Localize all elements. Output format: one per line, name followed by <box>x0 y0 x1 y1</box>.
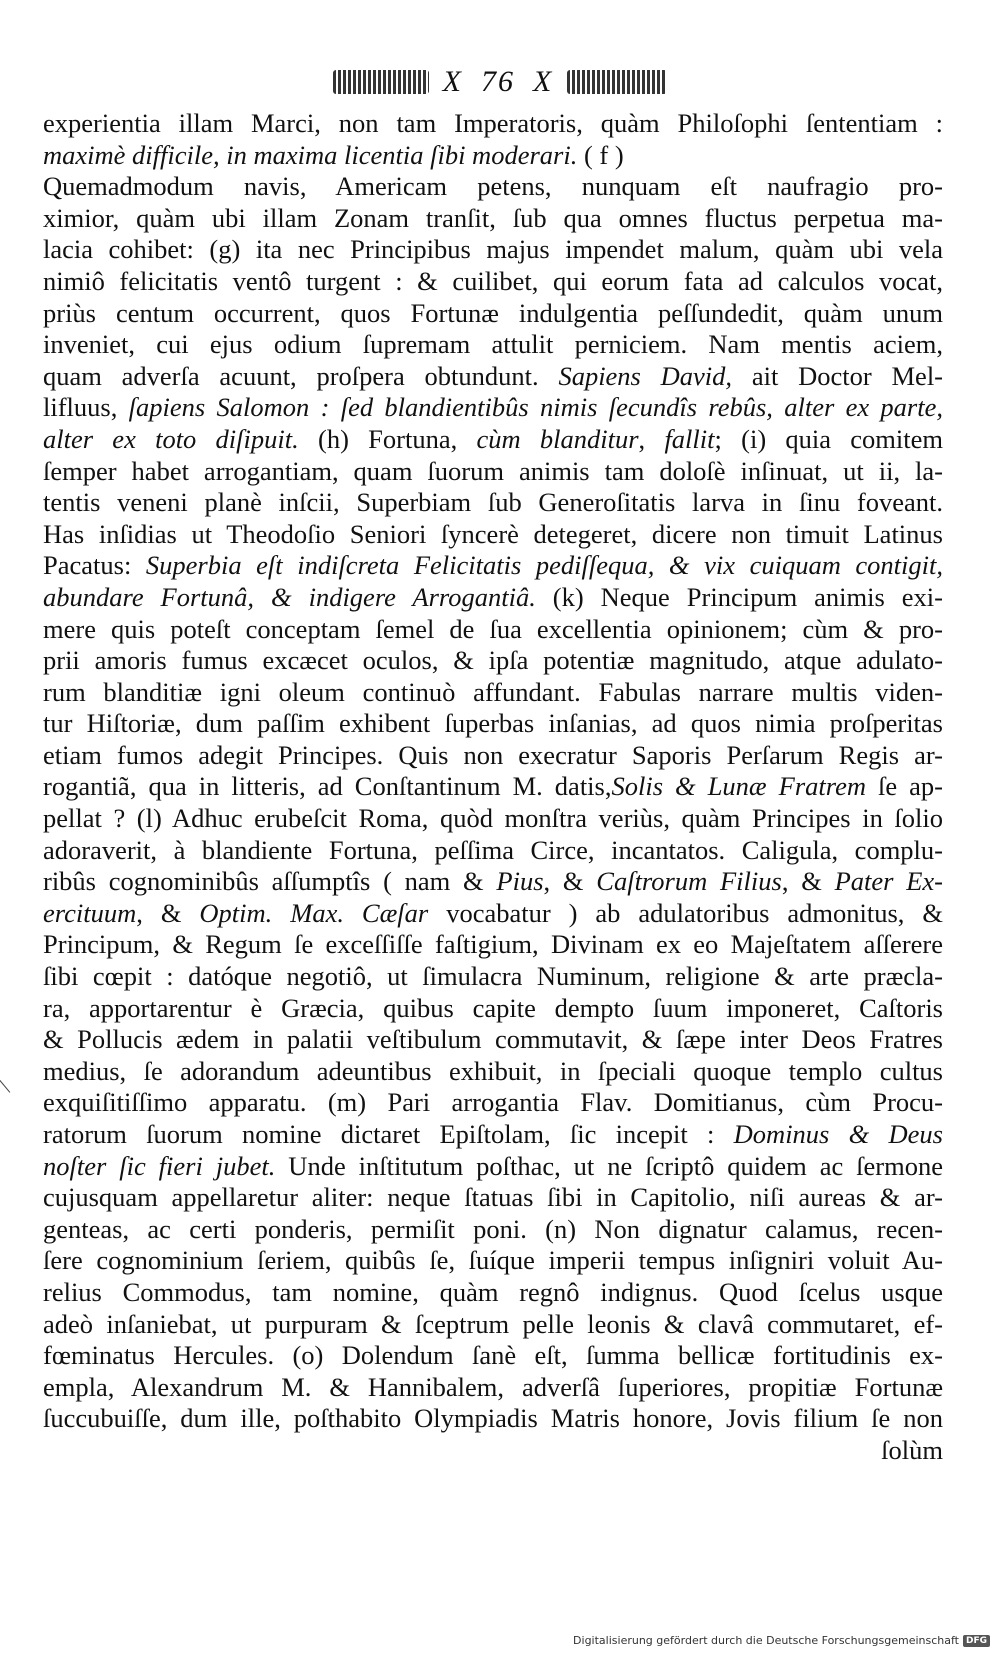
text-segment: ximior, quàm ubi illam Zonam tranſit, ſub qua omnes fluctus perpetua ma- <box>43 202 943 233</box>
text-segment: ; (i) quia comitem <box>714 423 943 454</box>
text-segment: , & <box>781 866 835 897</box>
text-line <box>43 1245 943 1277</box>
text-segment: etiam fumos adegit Principes. Quis non execratur Saporis Perſarum Regis ar- <box>43 739 943 770</box>
text-line <box>43 1024 943 1056</box>
text-line <box>43 1372 943 1404</box>
text-segment: ribûs cognominibûs aſſumptîs ( nam & <box>43 866 497 897</box>
text-segment: pellat ? (l) Adhuc erubeſcit Roma, quòd monſtra veriùs, quàm Principes in ſolio <box>43 803 943 834</box>
text-line <box>43 487 943 519</box>
italic-text-segment: ſapiens Salomon : ſed blandientibûs nimis ſecundîs rebûs, alter ex parte, <box>128 392 943 423</box>
text-segment: ſemper habet arrogantiam, quam ſuorum animis tam doloſè inſinuat, ut ii, la- <box>43 455 943 486</box>
text-line <box>43 203 943 235</box>
text-line <box>43 1435 943 1467</box>
header-ornament-right <box>567 70 667 94</box>
text-segment: ait Doctor Mel- <box>732 360 944 391</box>
text-segment: genteas, ac certi ponderis, permiſit poni. (n) Non dignatur calamus, recen- <box>43 1213 943 1244</box>
text-segment: , & <box>136 897 200 928</box>
text-line <box>43 1340 943 1372</box>
text-segment: fœminatus Hercules. (o) Dolendum ſanè eſt, ſumma bellicæ fortitudinis ex- <box>43 1340 943 1371</box>
text-line <box>43 582 943 614</box>
text-line <box>43 835 943 867</box>
text-line <box>43 1056 943 1088</box>
text-segment: adeò inſaniebat, ut purpuram & ſceptrum pelle leonis & clavâ commutaret, ef- <box>43 1308 943 1339</box>
italic-text-segment: abundare Fortunâ, & indigere Arrogantiâ. <box>43 581 536 612</box>
text-line <box>43 140 943 172</box>
text-segment: ratorum ſuorum nomine dictaret Epiſtolam, ſic incepit : <box>43 1119 734 1149</box>
text-segment: relius Commodus, tam nomine, quàm regnô indignus. Quod ſcelus usque <box>43 1276 943 1307</box>
text-line <box>43 771 943 803</box>
text-line <box>43 929 943 961</box>
text-segment: Principum, & Regum ſe exceſſiſſe faſtigium, Divinam ex eo Majeſtatem aſſerere <box>43 929 943 960</box>
text-line <box>43 329 943 361</box>
text-segment: ſere cognominium ſeriem, quibûs ſe, ſuíque imperii tempus inſigniri voluit Au- <box>43 1245 943 1276</box>
text-segment: rogantiã, qua in litteris, ad Conſtantinum M. datis, <box>43 771 612 802</box>
text-segment: (k) Neque Principum animis exi- <box>535 581 943 612</box>
text-segment: Has inſidias ut Theodoſio Seniori ſyncerè detegeret, dicere non timuit Latinus <box>43 518 943 549</box>
page-header <box>0 62 1000 102</box>
text-line <box>43 392 943 424</box>
text-segment: tentis veneni planè inſcii, Superbiam ſub Generoſitatis larva in ſinu foveant. <box>43 487 943 518</box>
text-segment: ra, apportarentur è Græcia, quibus capite dempto ſuum imponeret, Caſtoris <box>43 992 943 1023</box>
text-segment: priùs centum occurrent, quos Fortunæ indulgentia peſſundedit, quàm unum <box>43 297 943 328</box>
text-segment: ( f ) <box>577 139 624 170</box>
italic-text-segment: Sapiens David, <box>558 360 733 391</box>
italic-text-segment: Pater Ex- <box>834 866 943 897</box>
text-segment: , & <box>543 866 597 897</box>
text-segment: rum blanditiæ igni oleum continuò affundant. Fabulas narrare multis viden- <box>43 676 943 707</box>
text-segment: vocabatur ) ab adulatoribus admonitus, & <box>428 897 943 928</box>
text-line <box>43 866 943 898</box>
text-line <box>43 993 943 1025</box>
text-line <box>43 740 943 772</box>
text-segment: experientia illam Marci, non tam Imperatoris, quàm Philoſophi ſententiam : <box>43 108 943 138</box>
header-bracket-left: X <box>442 65 463 98</box>
text-line <box>43 361 943 393</box>
text-segment: exquiſitiſſimo apparatu. (m) Pari arrogantia Flav. Domitianus, cùm Procu- <box>43 1087 943 1118</box>
text-segment: ſibi cœpit : datóque negotiô, ut ſimulacra Numinum, religione & arte præcla- <box>43 961 943 992</box>
text-segment: prii amoris fumus excæcet oculos, & ipſa potentiæ magnitudo, atque adulato- <box>43 645 943 676</box>
body-text <box>43 108 943 1467</box>
text-segment: (h) Fortuna, <box>298 423 477 454</box>
text-segment: Pacatus: <box>43 550 146 581</box>
dfg-logo: DFG <box>963 1635 990 1647</box>
italic-text-segment: ercituum <box>43 897 137 928</box>
footer-credit: Digitalisierung gefördert durch die Deutsche Forschungsgemeinschaft <box>573 1634 959 1647</box>
page-number: 76 <box>481 65 515 98</box>
italic-text-segment: alter ex toto diſipuit. <box>43 423 299 454</box>
text-line <box>43 171 943 203</box>
text-segment: tur Hiſtoriæ, dum paſſim exhibent ſuperbas inſanias, ad quos nimia proſperitas <box>43 708 943 739</box>
text-segment: Unde inſtitutum poſthac, ut ne ſcriptô quidem ac ſermone <box>275 1150 943 1181</box>
text-segment: , <box>638 423 665 454</box>
italic-text-segment: Dominus & Deus <box>733 1119 943 1149</box>
text-line <box>43 298 943 330</box>
header-ornament-left <box>333 70 429 94</box>
italic-text-segment: noſter ſic fieri jubet. <box>43 1150 276 1181</box>
text-segment: empla, Alexandrum M. & Hannibalem, adverſâ ſuperiores, propitiæ Fortunæ <box>43 1371 943 1402</box>
text-line <box>43 1214 943 1246</box>
text-line <box>43 645 943 677</box>
text-line <box>43 1087 943 1119</box>
text-line <box>43 550 943 582</box>
italic-text-segment: fallit <box>664 423 715 454</box>
text-line <box>43 234 943 266</box>
text-line <box>43 1119 943 1151</box>
text-segment: ſe ap- <box>865 771 944 802</box>
text-segment: inveniet, cui ejus odium ſupremam attulit perniciem. Nam mentis aciem, <box>43 329 943 360</box>
text-segment: quam adverſa acuunt, proſpera obtundunt. <box>43 360 559 391</box>
text-line <box>43 708 943 740</box>
page-footer <box>573 1634 990 1647</box>
text-segment: lacia cohibet: (g) ita nec Principibus majus impendet malum, quàm ubi vela <box>43 234 943 265</box>
text-segment: mere quis poteſt conceptam ſemel de ſua excellentia opinionem; cùm & pro- <box>43 613 943 644</box>
text-segment: cujusquam appellaretur aliter: neque ſtatuas ſibi in Capitolio, niſi aureas & ar- <box>43 1182 943 1213</box>
text-segment: lifluus, <box>43 392 129 423</box>
italic-text-segment: Pius <box>496 866 544 897</box>
italic-text-segment: Optim. Max. Cæſar <box>199 897 429 928</box>
italic-text-segment: maximè difficile, in maxima licentia ſibi moderari. <box>43 139 578 170</box>
text-segment: nimiô felicitatis ventô turgent : & cuilibet, qui eorum fata ad calculos vocat, <box>43 265 943 296</box>
text-segment: Quemadmodum navis, Americam petens, nunquam eſt naufragio pro- <box>43 171 943 202</box>
text-line <box>43 424 943 456</box>
italic-text-segment: Solis & Lunæ Fratrem <box>611 771 866 802</box>
text-line <box>43 1277 943 1309</box>
italic-text-segment: cùm blanditur <box>476 423 639 454</box>
text-line <box>43 1151 943 1183</box>
italic-text-segment: Caſtrorum Filius <box>596 866 782 897</box>
text-line <box>43 456 943 488</box>
text-line <box>43 519 943 551</box>
text-line <box>43 108 943 140</box>
text-segment: ſolùm <box>881 1434 943 1465</box>
text-segment: ſuccubuiſſe, dum ille, poſthabito Olympiadis Matris honore, Jovis filium ſe non <box>43 1403 943 1434</box>
text-line <box>43 266 943 298</box>
text-line <box>43 803 943 835</box>
text-line <box>43 898 943 930</box>
text-line <box>43 614 943 646</box>
italic-text-segment: Superbia eſt indiſcreta Felicitatis pediſſequa, & vix cuiquam contigit, <box>145 550 943 581</box>
header-bracket-right: X <box>533 65 554 98</box>
text-segment: medius, ſe adorandum adeuntibus exhibuit, in ſpeciali quoque templo cultus <box>43 1055 943 1086</box>
text-line <box>43 677 943 709</box>
text-line <box>43 1403 943 1435</box>
text-line <box>43 1309 943 1341</box>
text-line <box>43 1182 943 1214</box>
margin-mark <box>0 1069 21 1092</box>
text-segment: adoraverit, à blandiente Fortuna, peſſima Circe, incantatos. Caligula, complu- <box>43 834 943 865</box>
text-segment: & Pollucis ædem in palatii veſtibulum commutavit, & ſæpe inter Deos Fratres <box>43 1024 943 1055</box>
text-line <box>43 961 943 993</box>
